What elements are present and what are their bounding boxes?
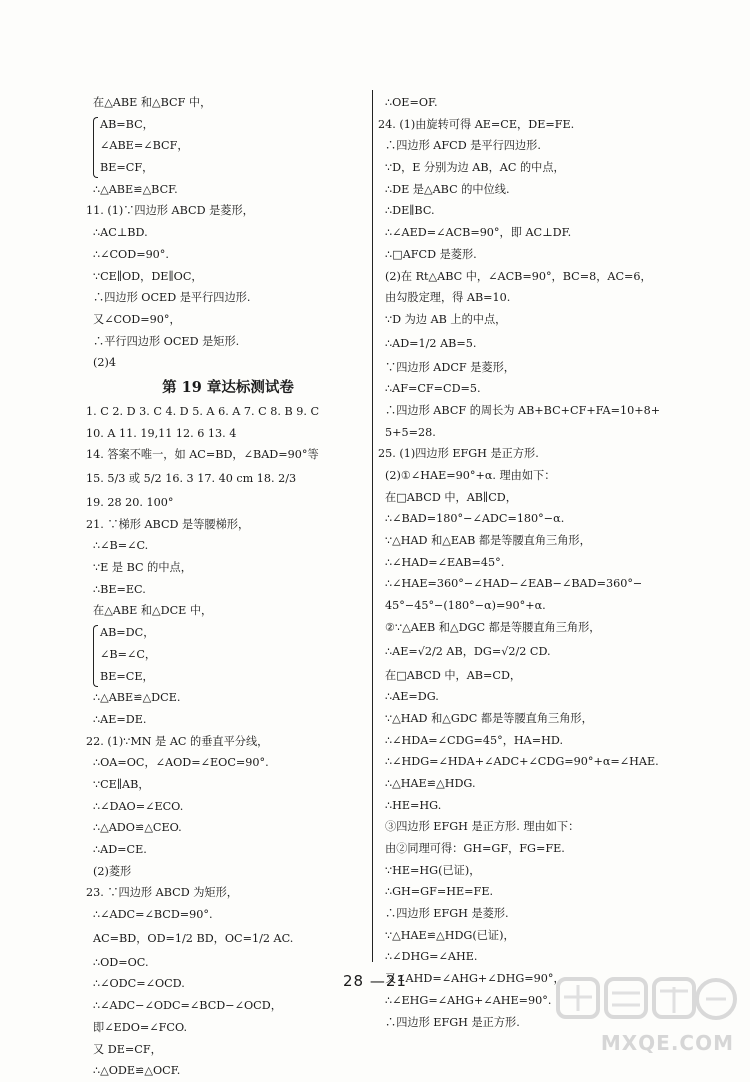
text-line: 11. (1)∵四边形 ABCD 是菱形， <box>86 204 254 218</box>
text-line: ∴OA=OC，∠AOD=∠EOC=90°. <box>93 756 269 770</box>
text-line: ∵HE=HG(已证)， <box>385 863 481 877</box>
text-line: ∴GH=GF=HE=FE. <box>385 885 494 899</box>
text-line: ∵△HAD 和△EAB 都是等腰直角三角形， <box>385 534 591 548</box>
text-line: AB=DC， <box>100 626 155 640</box>
text-line: 5+5=28. <box>385 425 436 439</box>
system-brace <box>93 625 98 687</box>
text-line: ∴OE=OF. <box>385 96 438 109</box>
text-line: 在△ABE 和△BCF 中， <box>93 96 212 109</box>
text-line: ∴∠DHG=∠AHE. <box>385 950 478 964</box>
text-line: ∴DE∥BC. <box>385 204 435 218</box>
text-line: ∵CE∥OD，DE∥OC， <box>93 269 203 283</box>
text-line: ∴△ODE≌△OCF. <box>93 1064 181 1078</box>
text-line: ②∵△AEB 和△DGC 都是等腰直角三角形， <box>385 620 601 634</box>
text-line: ∴OD=OC. <box>93 955 149 969</box>
text-line: 14. 答案不唯一，如 AC=BD，∠BAD=90°等 <box>86 448 319 462</box>
page-number: 28 —21 <box>343 972 407 990</box>
text-line: ∴AC⊥BD. <box>93 226 148 240</box>
text-line: ∴∠EHG=∠AHG+∠AHE=90°. <box>385 993 552 1007</box>
text-line: (2)①∠HAE=90°+α. 理由如下： <box>385 469 556 482</box>
text-line: 45°−45°−(180°−α)=90°+α. <box>385 599 546 613</box>
text-line: ③四边形 EFGH 是正方形. 理由如下： <box>385 820 580 834</box>
text-line: 25. (1)四边形 EFGH 是正方形. <box>378 447 539 461</box>
watermark <box>550 973 740 1055</box>
text-line: 24. (1)由旋转可得 AE=CE，DE=FE. <box>378 117 575 131</box>
text-line: ∴□AFCD 是菱形. <box>385 247 477 261</box>
text-line: ∴四边形 EFGH 是正方形. <box>385 1015 520 1029</box>
text-line: 又 DE=CF， <box>93 1042 162 1056</box>
text-line: ∴四边形 EFGH 是菱形. <box>385 907 509 921</box>
text-line: ∴AF=CF=CD=5. <box>385 382 481 396</box>
text-line: ∴HE=HG. <box>385 798 442 812</box>
text-line: 15. 5/3 或 5/2 16. 3 17. 40 cm 18. 2/3 <box>86 472 297 485</box>
text-line: ∴△ABE≌△DCE. <box>93 691 181 705</box>
text-line: ∠ABE=∠BCF， <box>100 139 189 153</box>
text-line: ∴∠HDG=∠HDA+∠ADC+∠CDG=90°+α=∠HAE. <box>385 755 659 769</box>
text-line: ∵D，E 分别为边 AB，AC 的中点， <box>385 161 565 175</box>
text-line: 21. ∵梯形 ABCD 是等腰梯形， <box>86 517 250 531</box>
text-line: 由②同理可得：GH=GF，FG=FE. <box>385 842 565 855</box>
text-line: 10. A 11. 19,11 12. 6 13. 4 <box>86 426 237 440</box>
text-line: ∴∠COD=90°. <box>93 247 169 261</box>
text-line: 在△ABE 和△DCE 中， <box>93 604 213 618</box>
text-line: ∴∠AED=∠ACB=90°，即 AC⊥DF. <box>385 226 572 240</box>
text-line: 在□ABCD 中，AB=CD， <box>385 668 522 682</box>
text-line: 由勾股定理，得 AB=10. <box>385 291 511 305</box>
system-brace <box>93 117 98 178</box>
text-line: ∴四边形 OCED 是平行四边形. <box>93 291 251 305</box>
text-line: ∴AD=CE. <box>93 843 147 856</box>
text-line: ∴AE=DE. <box>93 712 147 726</box>
text-line: ∴∠BAD=180°−∠ADC=180°−α. <box>385 512 565 526</box>
text-line: BE=CF， <box>100 161 154 175</box>
text-line: ∴四边形 ABCF 的周长为 AB+BC+CF+FA=10+8+ <box>385 403 661 417</box>
text-line: ∵△HAD 和△GDC 都是等腰直角三角形， <box>385 711 593 725</box>
watermark-logo-icon <box>550 973 740 1025</box>
text-line: ∴平行四边形 OCED 是矩形. <box>93 334 240 348</box>
text-line: (2)在 Rt△ABC 中，∠ACB=90°，BC=8，AC=6， <box>385 269 652 283</box>
text-line: AB=BC， <box>100 117 154 131</box>
text-line: 在□ABCD 中，AB∥CD， <box>385 490 517 504</box>
left-column <box>86 92 370 1082</box>
text-line: ∴AE=DG. <box>385 690 439 704</box>
text-line: ∴AD=1/2 AB=5. <box>385 336 477 350</box>
text-line: ∵CE∥AB， <box>93 777 150 791</box>
text-line: BE=CE， <box>100 669 154 683</box>
text-line: ∴DE 是△ABC 的中位线. <box>385 182 510 196</box>
text-line: ∴∠ADC−∠ODC=∠BCD−∠OCD， <box>93 999 282 1013</box>
text-line: ∴△ABE≌△BCF. <box>93 182 178 196</box>
text-line: ∠B=∠C， <box>100 647 157 661</box>
text-line: 19. 28 20. 100° <box>86 496 174 509</box>
section-title: 第 19 章达标测试卷 <box>162 378 294 396</box>
text-line: ∴∠DAO=∠ECO. <box>93 799 184 813</box>
text-line: ∵D 为边 AB 上的中点， <box>385 312 507 326</box>
text-line: (2)菱形 <box>93 864 132 878</box>
text-line: ∴∠B=∠C. <box>93 539 149 553</box>
text-line: ∵E 是 BC 的中点， <box>93 561 192 575</box>
text-line: ∴BE=EC. <box>93 582 146 596</box>
text-line: ∴∠ODC=∠OCD. <box>93 977 185 991</box>
text-line: 即∠EDO=∠FCO. <box>93 1020 188 1034</box>
text-line: (2)4 <box>93 356 116 370</box>
text-line: 22. (1)∵MN 是 AC 的垂直平分线， <box>86 734 269 748</box>
text-line: 1. C 2. D 3. C 4. D 5. A 6. A 7. C 8. B 9. C <box>86 404 320 418</box>
watermark-site: MXQE.COM <box>600 1031 734 1055</box>
text-line: ∴△HAE≌△HDG. <box>385 776 476 790</box>
text-line: ∴∠HAD=∠EAB=45°. <box>385 555 505 569</box>
text-line: 又∠COD=90°， <box>93 312 181 326</box>
text-line: ∴四边形 AFCD 是平行四边形. <box>385 139 541 153</box>
text-line: ∴∠HAE=360°−∠HAD−∠EAB−∠BAD=360°− <box>385 577 643 591</box>
text-line: ∵△HAE≌△HDG(已证)， <box>385 928 515 942</box>
text-line: AC=BD，OD=1/2 BD，OC=1/2 AC. <box>93 931 294 945</box>
column-divider <box>372 90 373 962</box>
text-line: ∴AE=√2/2 AB，DG=√2/2 CD. <box>385 644 551 658</box>
text-line: ∴∠ADC=∠BCD=90°. <box>93 908 213 922</box>
text-line: 23. ∵四边形 ABCD 为矩形， <box>86 886 238 900</box>
right-column <box>378 92 678 1033</box>
text-line: 又∠AHD=∠AHG+∠DHG=90°， <box>385 972 565 986</box>
text-line: ∴∠HDA=∠CDG=45°，HA=HD. <box>385 733 563 747</box>
text-line: ∵四边形 ADCF 是菱形， <box>385 360 515 374</box>
text-line: ∴△ADO≌△CEO. <box>93 821 182 835</box>
